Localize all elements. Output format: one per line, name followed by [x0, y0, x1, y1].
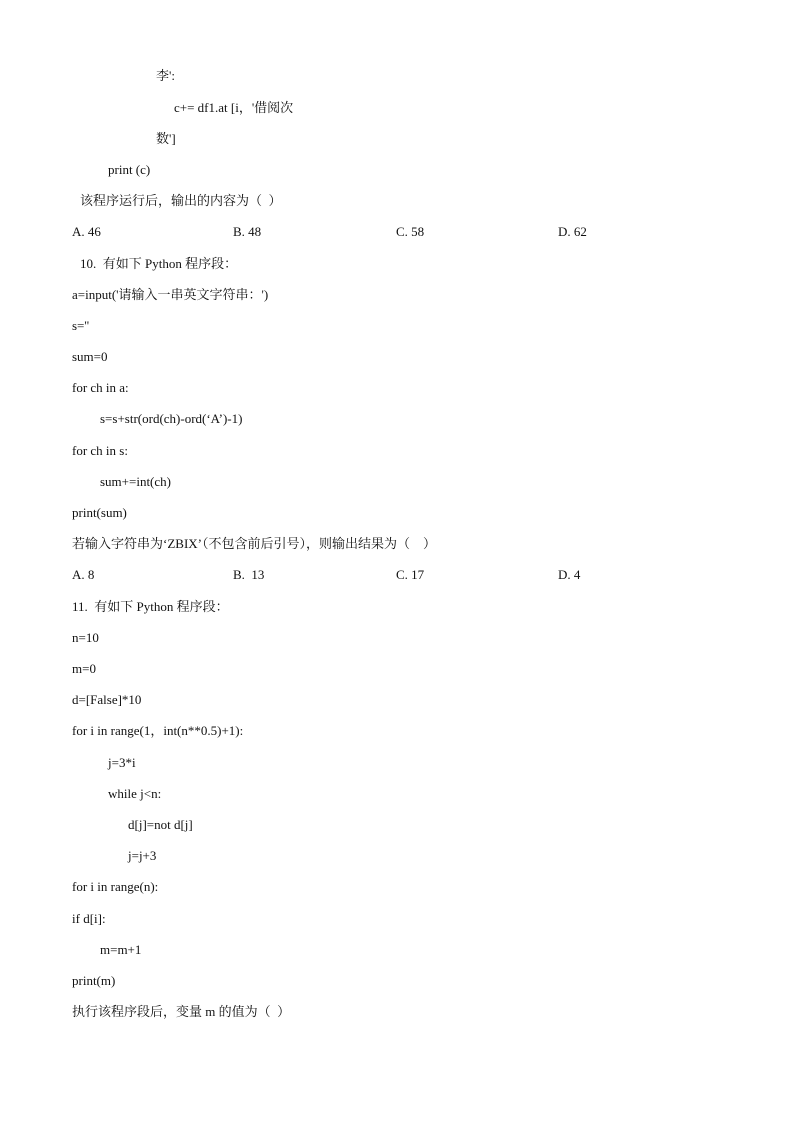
q10-code-line-6: for ch in s: — [72, 443, 128, 458]
q10-prompt: 若输入字符串为‘ZBIX’（不包含前后引号），则输出结果为（ ） — [72, 536, 436, 551]
q11-code-line-7: d[j]=not d[j] — [128, 817, 193, 832]
q9-option-a: A. 46 — [72, 224, 101, 239]
q9-option-c: C. 58 — [396, 224, 425, 239]
q11-code-line-1: n=10 — [72, 630, 99, 645]
q10-title: 10. 有如下 Python 程序段： — [80, 256, 238, 271]
q9-option-b: B. 48 — [233, 224, 262, 239]
q11-code-line-3: d=[False]*10 — [72, 692, 142, 707]
q11-code-line-4: for i in range(1，int(n**0.5)+1): — [72, 723, 244, 738]
q9-prompt: 该程序运行后，输出的内容为（ ） — [80, 193, 282, 208]
q10-code-line-3: sum=0 — [72, 349, 108, 364]
q10-code-line-2: s='' — [72, 318, 90, 333]
q11-code-line-8: j=j+3 — [128, 848, 157, 863]
q11-code-line-9: for i in range(n): — [72, 879, 159, 894]
q10-code-line-8: print(sum) — [72, 505, 127, 520]
q10-option-b: B. 13 — [233, 567, 265, 582]
q11-code-line-10: if d[i]: — [72, 911, 106, 926]
q11-code-line-6: while j<n: — [108, 786, 162, 801]
q11-code-line-2: m=0 — [72, 661, 96, 676]
q10-code-line-5: s=s+str(ord(ch)-ord(‘A’)-1) — [100, 411, 243, 426]
q10-option-d: D. 4 — [558, 567, 581, 582]
q9-code-line-3: 数'] — [156, 131, 176, 146]
q11-code-line-11: m=m+1 — [100, 942, 142, 957]
q9-code-line-4: print (c) — [108, 162, 151, 177]
q9-code-line-1: 李': — [156, 68, 175, 83]
q10-option-a: A. 8 — [72, 567, 95, 582]
q10-code-line-7: sum+=int(ch) — [100, 474, 171, 489]
q9-option-d: D. 62 — [558, 224, 587, 239]
q11-code-line-12: print(m) — [72, 973, 116, 988]
q10-code-line-4: for ch in a: — [72, 380, 129, 395]
q10-option-c: C. 17 — [396, 567, 425, 582]
q9-code-line-2: c+= df1.at [i，'借阅次 — [174, 100, 294, 115]
q10-code-line-1: a=input('请输入一串英文字符串：') — [72, 287, 269, 302]
q11-code-line-5: j=3*i — [108, 755, 136, 770]
q11-prompt: 执行该程序段后，变量 m 的值为（ ） — [72, 1004, 291, 1019]
q11-title: 11. 有如下 Python 程序段： — [72, 599, 229, 614]
